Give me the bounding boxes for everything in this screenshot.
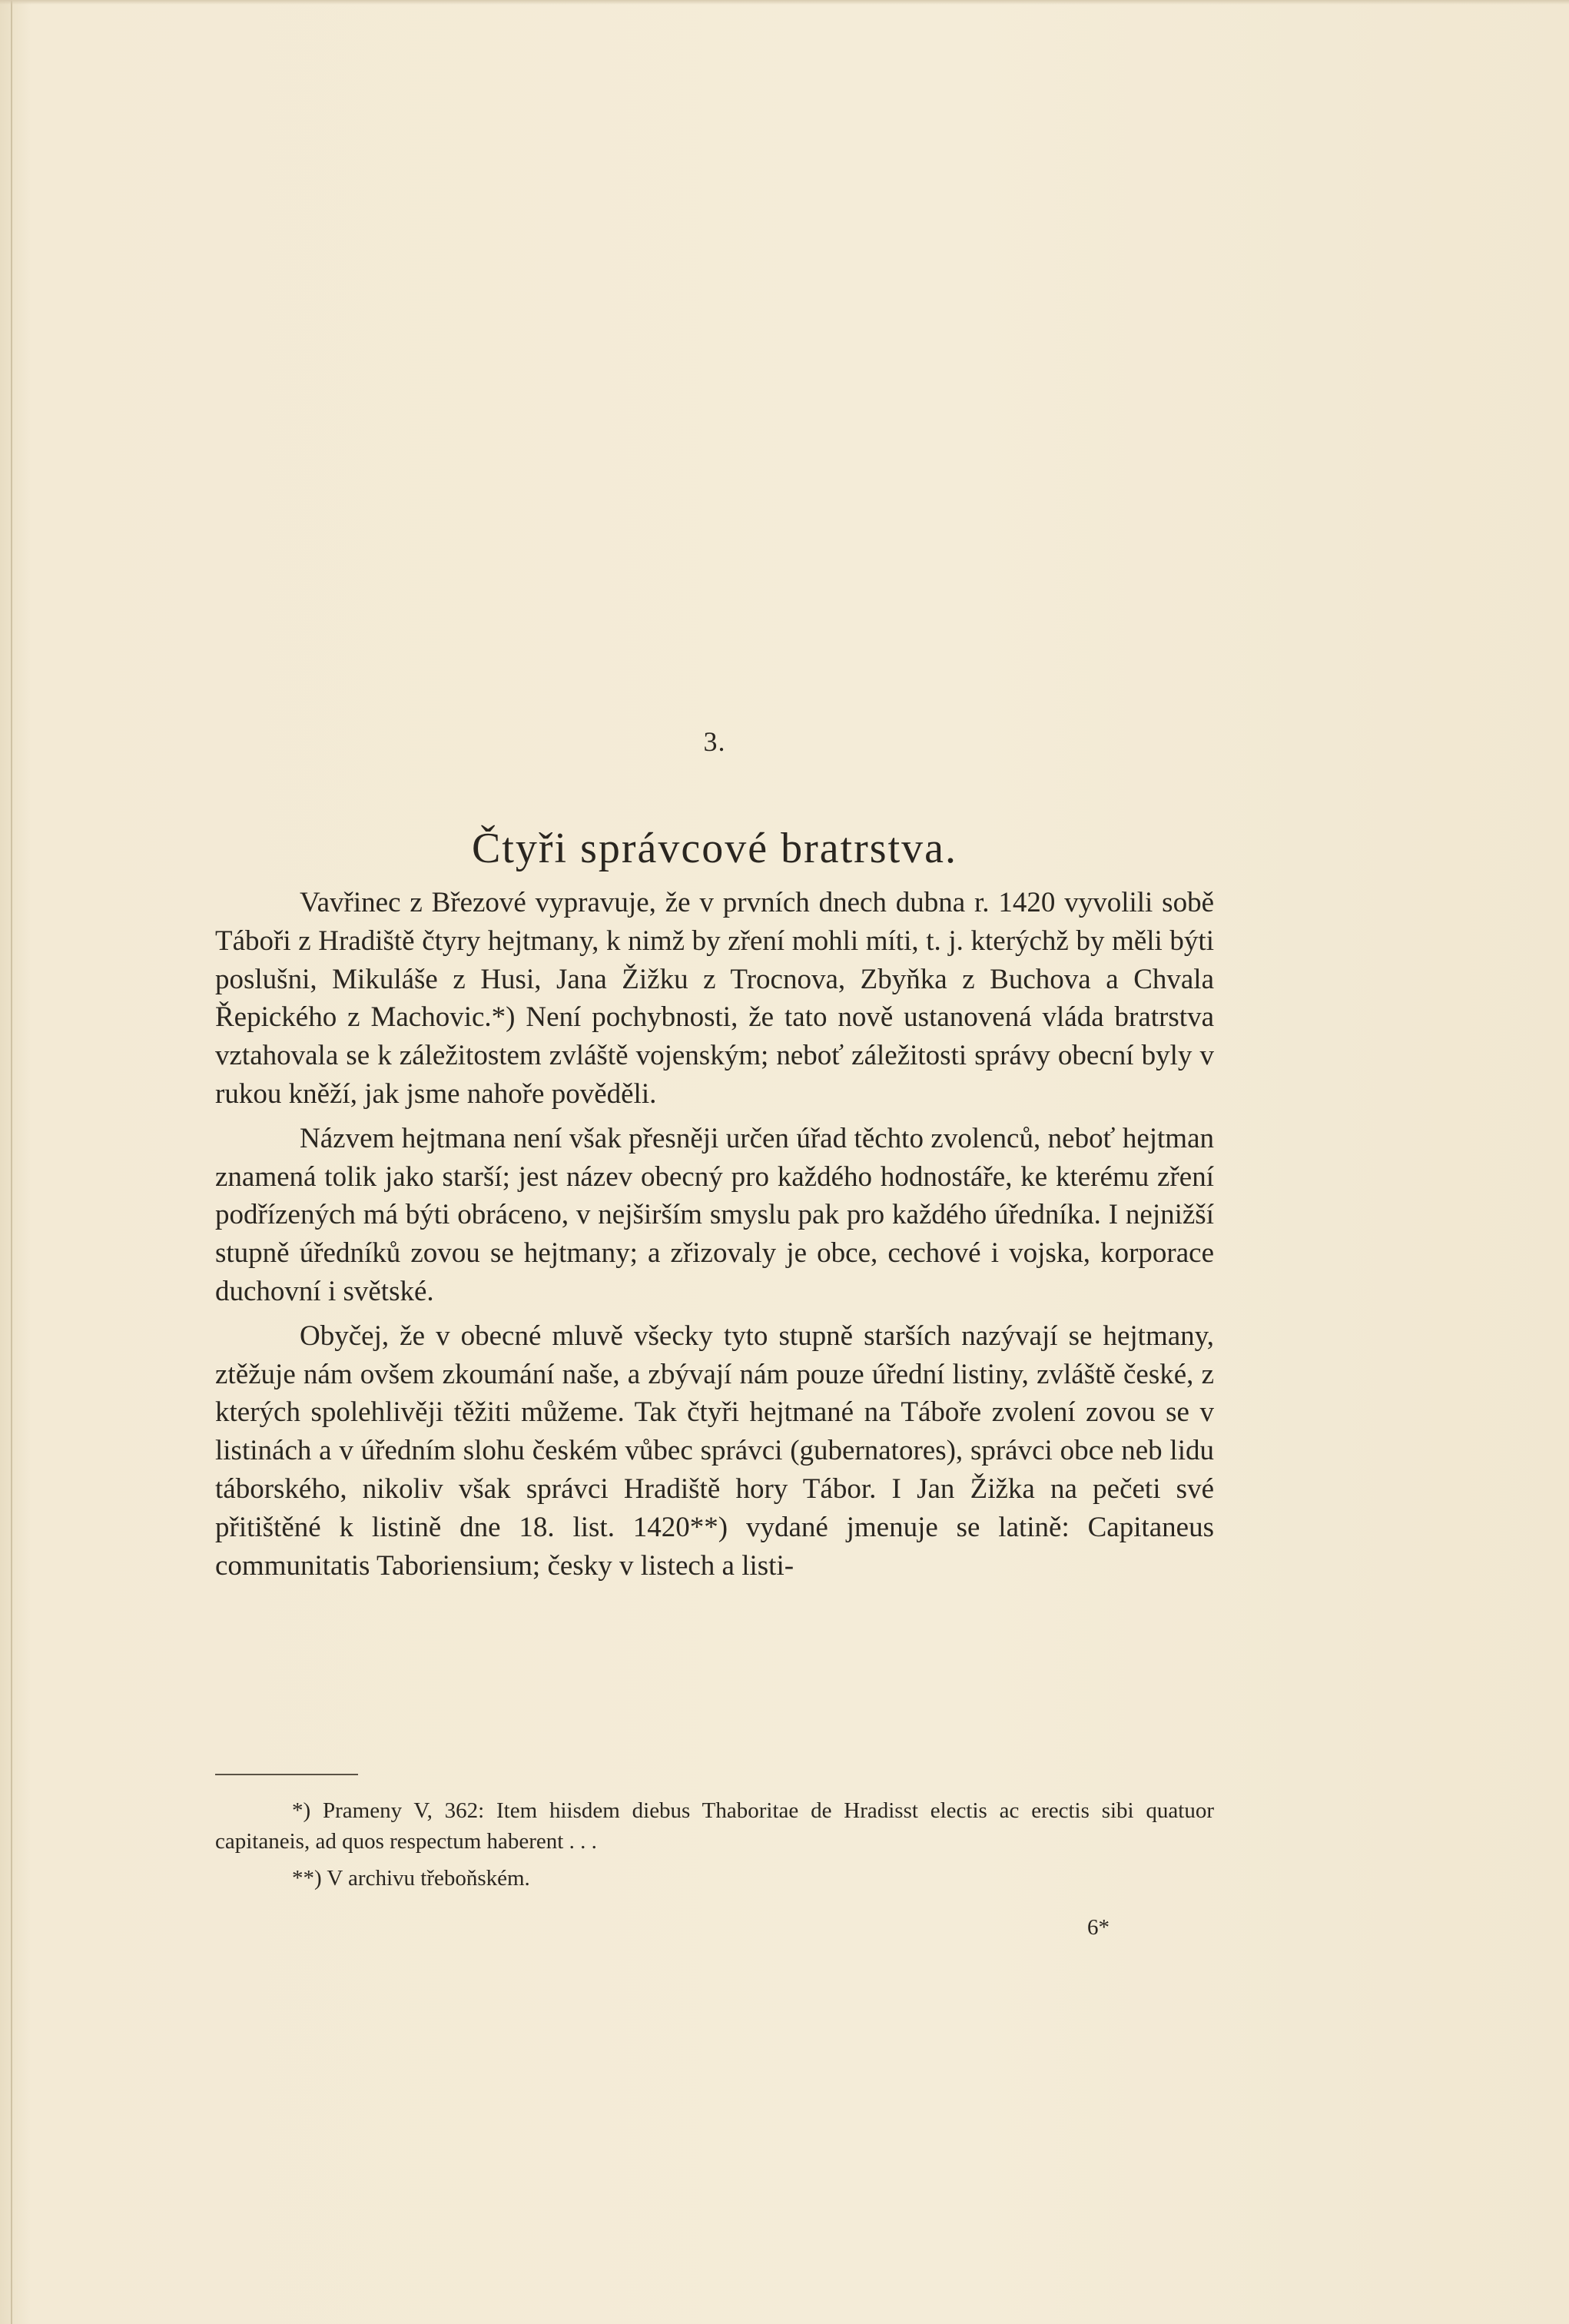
chapter-number: 3. [703,726,726,757]
paragraph-2: Názvem hejtmana není však přesněji určen úřad těchto zvolenců, neboť hejtman znamená tolik jako starší; jest název obecný pro každého hodnostáře, ke kterému zření podřízených má býti obráceno, v nejširším smyslu pak pro každého úředníka. I nejnižší stupně úředníků zovou se hejtmany; a zřizovaly je obce, cechové i vojska, korporace duchovní i světské. [215,1122,1214,1307]
paragraph-3: Obyčej, že v obecné mluvě všecky tyto stupně starších nazývají se hejtmany, ztěžuje nám ovšem zkoumání naše, a zbývají nám pouze úřední listiny, zvláště české, z kterých spolehlivěji těžiti můžeme. Tak čtyři hejtmané na Táboře zvolení zovou se v listinách a v úředním slohu českém vůbec správci (gubernatores), správci obce neb lidu táborského, nikoliv však správci Hradiště hory Tábor. I Jan Žižka na pečeti své přitištěné k listině dne 18. list. 1420**) vydané jmenuje se latině: Capitaneus communitatis Taboriensium; česky v listech a listi- [215,1320,1214,1582]
page-binding-edge [11,0,12,2324]
body-text [215,884,1214,1585]
page-top-shadow [0,0,1569,5]
signature-mark: 6* [1087,1915,1110,1940]
footnote-1: *) Prameny V, 362: Item hiisdem diebus Thaboritae de Hradisst electis ac erectis sibi quatuor capitaneis, ad quos respectum haberent . . . [215,1798,1214,1854]
footnote-2: **) V archivu třeboňském. [292,1866,530,1891]
paragraph-1: Vavřinec z Březové vypravuje, že v prvních dnech dubna r. 1420 vyvolili sobě Tábořі z Hradiště čtyry hejtmany, k nimž by zření mohli míti, t. j. kterýchž by měli býti poslušni, Mikuláše z Husi, Jana Žižku z Trocnova, Zbyňka z Buchova a Chvala Řepického z Machovic.*) Není pochybnosti, že tato nově ustanovená vláda bratrstva vztahovala se k záležitostem zvláště vojenským; neboť záležitosti správy obecní byly v rukou kněží, jak jsme nahoře pověděli. [215,887,1214,1110]
chapter-title: Čtyři správcové bratrstva. [471,824,958,872]
footnote-separator [215,1774,358,1775]
footnotes [215,1795,1214,1894]
